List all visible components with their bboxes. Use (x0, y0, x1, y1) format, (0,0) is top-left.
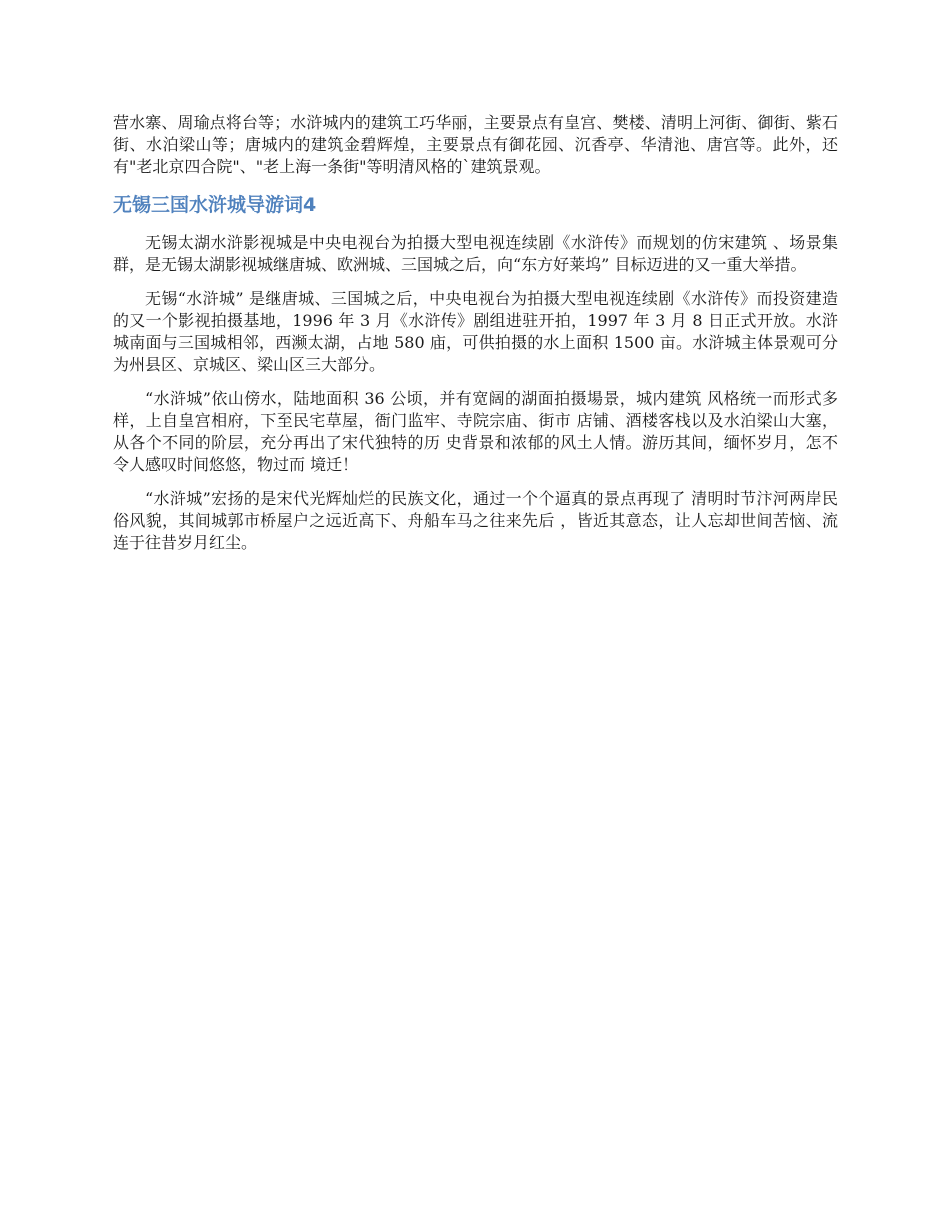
document-content (113, 112, 838, 566)
body-paragraph: 无锡太湖水浒影视城是中央电视台为拍摄大型电视连续剧《水浒传》而规划的仿宋建筑 、场景集群，是无锡太湖影视城继唐城、欧洲城、三国城之后，向“东方好莱坞” 目标迈进的又一重大举措。 (113, 233, 838, 274)
body-paragraph: “水浒城”宏扬的是宋代光辉灿烂的民族文化，通过一个个逼真的景点再现了 清明时节汴河两岸民俗风貌，其间城郭市桥屋户之远近高下、舟船车马之往来先后 ，皆近其意态，让人忘却世间苦恼、流连于往昔岁月红尘。 (113, 489, 838, 552)
body-paragraph: 无锡“水浒城” 是继唐城、三国城之后，中央电视台为拍摄大型电视连续剧《水浒传》而投资建造的又一个影视拍摄基地，1996 年 3 月《水浒传》剧组进驻开拍，1997 年 3 月 8 日正式开放。水浒城南面与三国城相邻，西濒太湖，占地 580 庙，可供拍摄的水上面积 1500 亩。水浒城主体景观可分为州县区、京城区、梁山区三大部分。 (113, 289, 838, 374)
body-paragraph: “水浒城”依山傍水，陆地面积 36 公顷，并有宽阔的湖面拍摄場景，城内建筑 风格统一而形式多样，上自皇宫相府，下至民宅草屋，衙门监牢、寺院宗庙、街市 店铺、酒楼客栈以及水泊梁山大塞，从各个不同的阶层，充分再出了宋代独特的历 史背景和浓郁的风土人情。游历其间，缅怀岁月，怎不令人感叹时间悠悠，物过而 境迁！ (113, 389, 838, 474)
intro-paragraph: 营水寨、周瑜点将台等；水浒城内的建筑工巧华丽，主要景点有皇宫、樊楼、清明上河街、御街、紫石街、水泊梁山等；唐城内的建筑金碧辉煌，主要景点有御花园、沉香亭、华清池、唐宫等。此外，还有"老北京四合院"、"老上海一条街"等明清风格的`建筑景观。 (113, 113, 838, 176)
section-heading: 无锡三国水浒城导游词4 (113, 194, 317, 216)
